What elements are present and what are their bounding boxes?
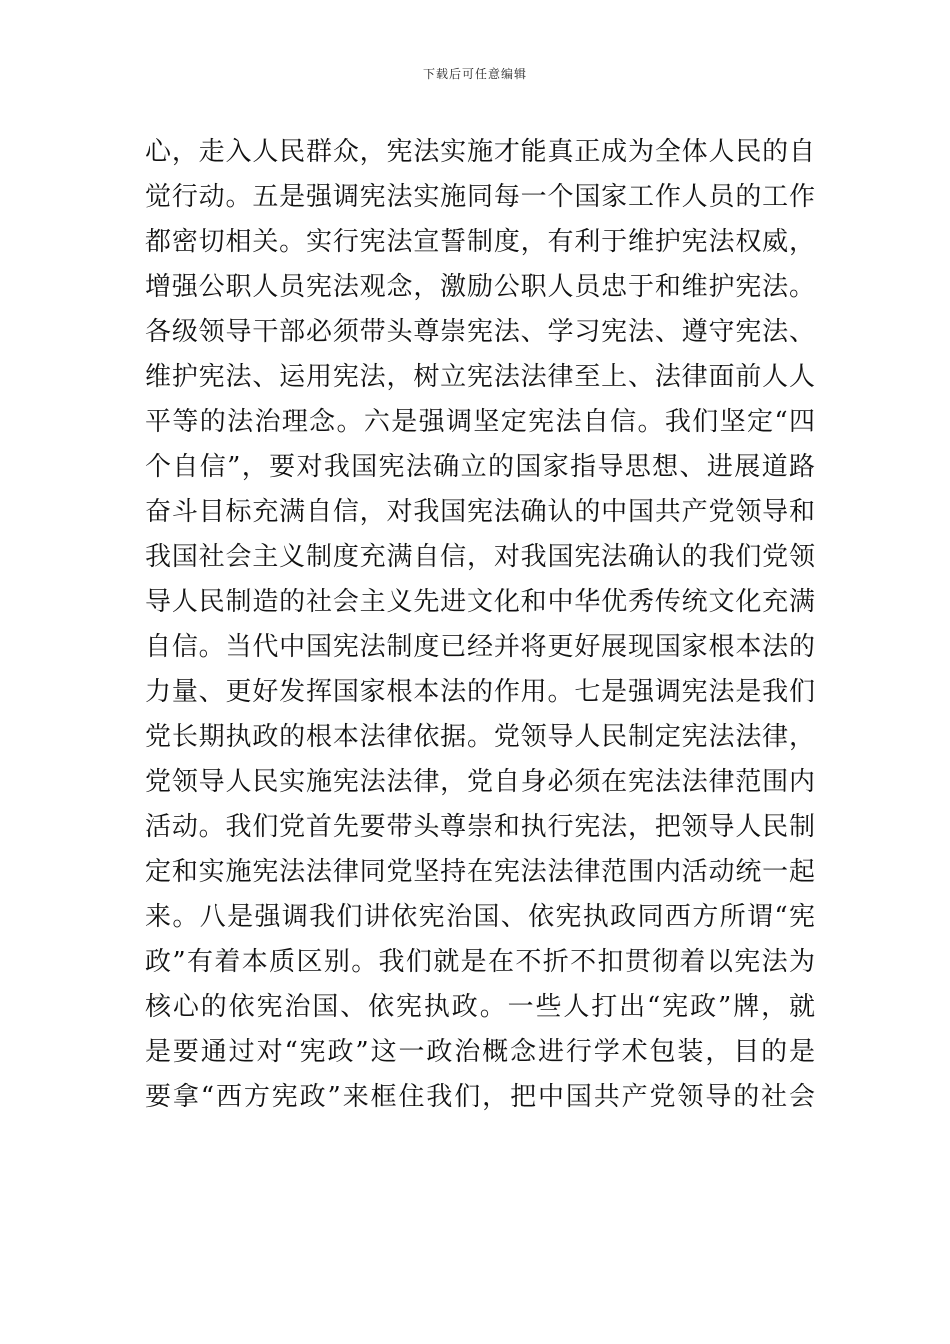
text-line: 心，走入人民群众，宪法实施才能真正成为全体人民的自	[145, 137, 815, 167]
text-line: 都密切相关。实行宪法宣誓制度，有利于维护宪法权威，	[145, 227, 815, 257]
text-line: 奋斗目标充满自信，对我国宪法确认的中国共产党领导和	[145, 497, 815, 527]
page-header: 下载后可任意编辑	[422, 67, 527, 81]
text-line: 个自信”，要对我国宪法确立的国家指导思想、进展道路	[145, 452, 815, 482]
text-line: 自信。当代中国宪法制度已经并将更好展现国家根本法的	[145, 632, 815, 662]
text-line: 党长期执政的根本法律依据。党领导人民制定宪法法律，	[145, 722, 815, 752]
text-line: 要拿“西方宪政”来框住我们，把中国共产党领导的社会	[145, 1082, 815, 1112]
text-line: 来。八是强调我们讲依宪治国、依宪执政同西方所谓“宪	[145, 902, 815, 932]
text-line: 是要通过对“宪政”这一政治概念进行学术包装，目的是	[145, 1037, 815, 1067]
text-line: 政”有着本质区别。我们就是在不折不扣贯彻着以宪法为	[145, 947, 815, 977]
text-line: 增强公职人员宪法观念，激励公职人员忠于和维护宪法。	[145, 272, 815, 302]
text-line: 核心的依宪治国、依宪执政。一些人打出“宪政”牌，就	[145, 992, 815, 1022]
body-text	[145, 130, 815, 1120]
text-line: 定和实施宪法法律同党坚持在宪法法律范围内活动统一起	[145, 857, 815, 887]
text-line: 各级领导干部必须带头尊崇宪法、学习宪法、遵守宪法、	[145, 317, 815, 347]
text-line: 觉行动。五是强调宪法实施同每一个国家工作人员的工作	[145, 182, 815, 212]
text-line: 我国社会主义制度充满自信，对我国宪法确认的我们党领	[145, 542, 815, 572]
text-line: 导人民制造的社会主义先进文化和中华优秀传统文化充满	[145, 587, 815, 617]
text-line: 力量、更好发挥国家根本法的作用。七是强调宪法是我们	[145, 677, 815, 707]
text-line: 平等的法治理念。六是强调坚定宪法自信。我们坚定“四	[145, 407, 815, 437]
text-line: 党领导人民实施宪法法律，党自身必须在宪法法律范围内	[145, 767, 815, 797]
text-line: 维护宪法、运用宪法，树立宪法法律至上、法律面前人人	[145, 362, 815, 392]
text-line: 活动。我们党首先要带头尊崇和执行宪法，把领导人民制	[145, 812, 815, 842]
